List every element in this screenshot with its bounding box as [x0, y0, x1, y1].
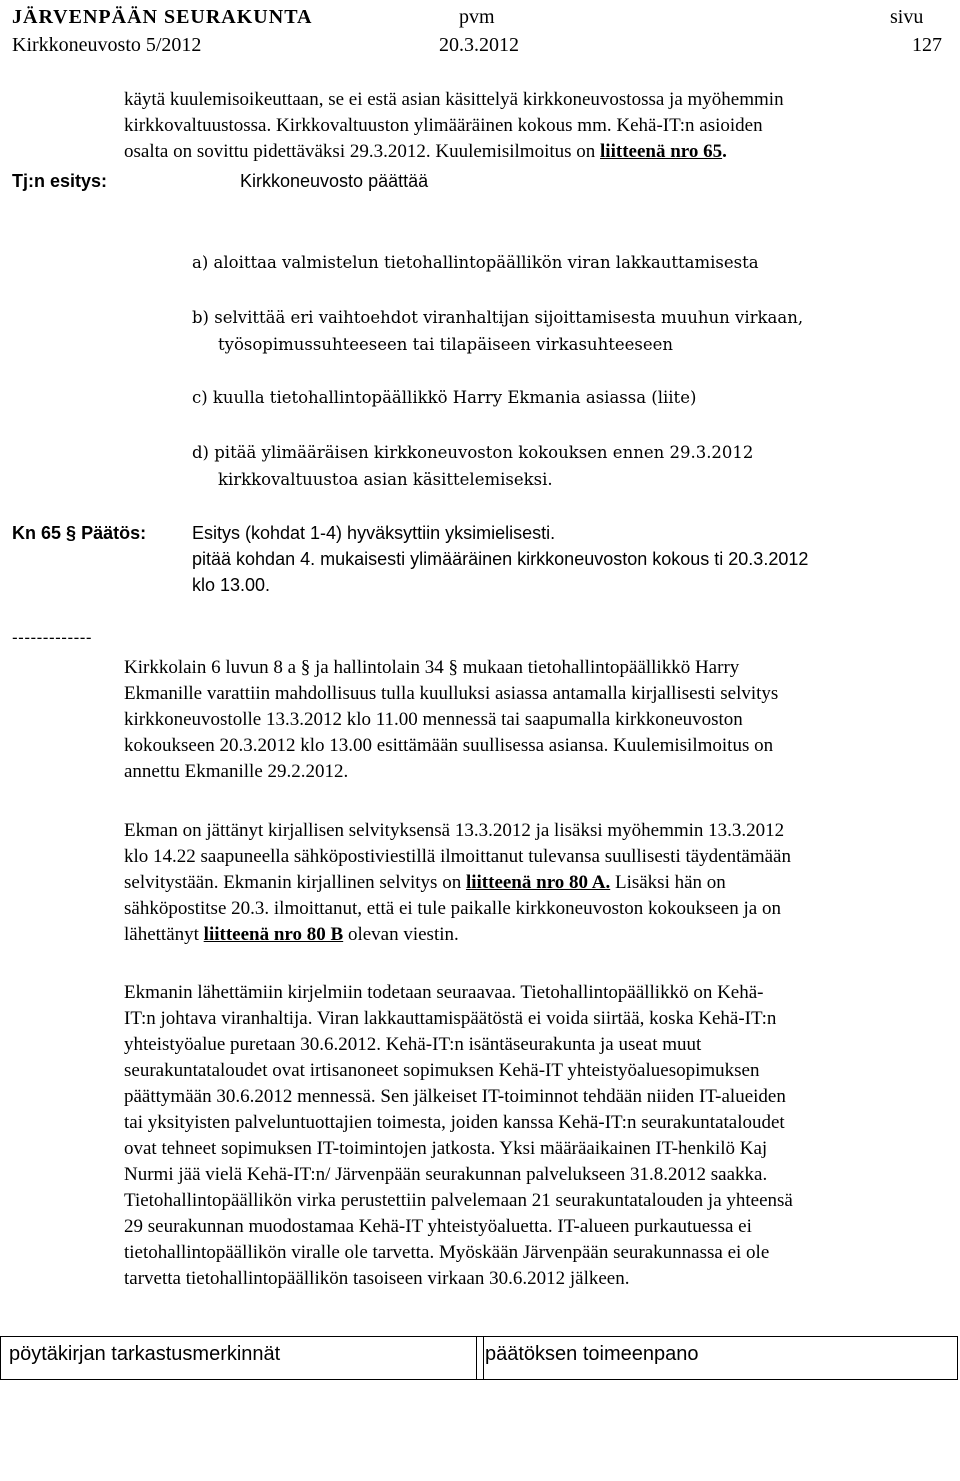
- response-line: yhteistyöalue puretaan 30.6.2012. Kehä-IT:n isäntäseurakunta ja useat muut: [124, 1034, 702, 1055]
- response-paragraph: [124, 980, 950, 1292]
- response-line: Ekmanin lähettämiin kirjelmiin todetaan seuraavaa. Tietohallintopäällikkö on Kehä-: [124, 982, 764, 1003]
- proposal-item-c: c) kuulla tietohallintopäällikkö Harry Ekmania asiassa (liite): [192, 388, 697, 407]
- intro-period: .: [722, 141, 727, 162]
- statement-text: olevan viestin.: [343, 924, 459, 945]
- response-line: 29 seurakunnan muodostamaa Kehä-IT yhteistyöaluetta. IT-alueen purkautuessa ei: [124, 1216, 752, 1237]
- meeting-date: 20.3.2012: [439, 34, 519, 56]
- response-line: tarvetta tietohallintopäällikön tasoiseen virkaan 30.6.2012 jälkeen.: [124, 1268, 630, 1289]
- separator: -------------: [12, 628, 93, 647]
- attachment-link-80a[interactable]: liitteenä nro 80 A.: [465, 872, 611, 893]
- proposal-item-b: b) selvittää eri vaihtoehdot viranhaltijan sijoittamisesta muuhun virkaan,: [192, 308, 804, 327]
- proposal-item-d-cont: kirkkovaltuustoa asian käsittelemiseksi.: [218, 470, 553, 489]
- hearing-line: annettu Ekmanille 29.2.2012.: [124, 761, 349, 782]
- decision-text: [192, 520, 808, 598]
- page-label: sivu: [890, 6, 924, 28]
- statement-text: lähettänyt: [124, 924, 204, 945]
- decision-line: pitää kohdan 4. mukaisesti ylimääräinen kirkkoneuvoston kokous ti 20.3.2012: [192, 549, 809, 569]
- decision-label: [12, 520, 146, 546]
- hearing-text: mukaan tietohallintopäällikkö Harry: [458, 657, 740, 678]
- section-icon: §: [66, 523, 77, 543]
- response-line: tietohallintopäällikön viralle ole tarvetta. Myöskään Järvenpään seurakunnassa ei ole: [124, 1242, 770, 1263]
- hearing-line: [124, 655, 950, 681]
- attachment-link-65[interactable]: liitteenä nro 65: [600, 141, 723, 162]
- intro-line: kirkkovaltuustossa. Kirkkovaltuuston ylimääräinen kokous mm. Kehä-IT:n asioiden: [124, 115, 763, 136]
- section-icon: §: [300, 657, 311, 678]
- hearing-paragraph: [124, 655, 950, 785]
- statement-line: [124, 870, 950, 896]
- response-line: IT:n johtava viranhaltija. Viran lakkauttamispäätöstä ei voida siirtää, koska Kehä-IT:n: [124, 1008, 777, 1029]
- section-icon: §: [448, 657, 459, 678]
- intro-line: käytä kuulemisoikeuttaan, se ei estä asian käsittelyä kirkkoneuvostossa ja myöhemmin: [124, 89, 784, 110]
- organization-name: JÄRVENPÄÄN SEURAKUNTA: [12, 6, 313, 28]
- hearing-line: Ekmanille varattiin mahdollisuus tulla kuulluksi asiassa antamalla kirjallisesti selvitys: [124, 683, 779, 704]
- hearing-line: kirkkoneuvostolle 13.3.2012 klo 11.00 mennessä tai saapumalla kirkkoneuvoston: [124, 709, 743, 730]
- statement-line: sähköpostitse 20.3. ilmoittanut, että ei tule paikalle kirkkoneuvoston kokoukseen ja on: [124, 898, 781, 919]
- hearing-text: ja hallintolain 34: [310, 657, 449, 678]
- response-line: seurakuntataloudet ovat irtisanoneet sopimuksen Kehä-IT yhteistyöaluesopimuksen: [124, 1060, 760, 1081]
- attachment-link-80b[interactable]: liitteenä nro 80 B: [203, 924, 344, 945]
- proposal-item-d: d) pitää ylimääräisen kirkkoneuvoston kokouksen ennen 29.3.2012: [192, 443, 754, 462]
- proposal-item-b-cont: työsopimussuhteeseen tai tilapäiseen virkasuhteeseen: [218, 335, 673, 354]
- statement-paragraph: [124, 818, 950, 948]
- date-label: pvm: [459, 6, 495, 28]
- intro-paragraph: [124, 87, 950, 165]
- decision-number: Kn 65: [12, 523, 62, 543]
- meeting-name: Kirkkoneuvosto 5/2012: [12, 34, 202, 56]
- response-line: tai yksityisten palveluntuottajien toimesta, joiden kanssa Kehä-IT:n seurakuntataloudet: [124, 1112, 785, 1133]
- statement-text: Lisäksi hän on: [610, 872, 726, 893]
- review-notes-box: pöytäkirjan tarkastusmerkinnät: [0, 1336, 484, 1380]
- statement-line: klo 14.22 saapuneella sähköpostiviestillä ilmoittanut tulevansa suullisesti täydentämään: [124, 846, 791, 867]
- statement-text: selvitystään. Ekmanin kirjallinen selvitys on: [124, 872, 466, 893]
- page-number: 127: [912, 34, 942, 56]
- statement-line: [124, 922, 950, 948]
- proposal-item-a: a) aloittaa valmistelun tietohallintopäällikön viran lakkauttamisesta: [192, 253, 759, 272]
- response-line: päättymään 30.6.2012 mennessä. Sen jälkeiset IT-toiminnot tehdään niiden IT-alueiden: [124, 1086, 786, 1107]
- decision-line: Esitys (kohdat 1-4) hyväksyttiin yksimielisesti.: [192, 523, 556, 543]
- response-line: ovat tehneet sopimuksen IT-toimintojen jatkosta. Yksi määräaikainen IT-henkilö Kaj: [124, 1138, 768, 1159]
- proposal-label: Tj:n esitys:: [12, 171, 108, 191]
- decision-line: klo 13.00.: [192, 575, 271, 595]
- proposal-lead: Kirkkoneuvosto päättää: [240, 171, 429, 191]
- hearing-line: kokoukseen 20.3.2012 klo 13.00 esittämään suullisessa asiansa. Kuulemisilmoitus on: [124, 735, 774, 756]
- hearing-text: Kirkkolain 6 luvun 8 a: [124, 657, 301, 678]
- intro-line: [124, 139, 950, 165]
- decision-title: Päätös:: [81, 523, 147, 543]
- intro-text: osalta on sovittu pidettäväksi 29.3.2012. Kuulemisilmoitus on: [124, 141, 601, 162]
- implementation-box: päätöksen toimeenpano: [476, 1336, 958, 1380]
- response-line: Nurmi jää vielä Kehä-IT:n/ Järvenpään seurakunnan palvelukseen 31.8.2012 saakka.: [124, 1164, 768, 1185]
- statement-line: Ekman on jättänyt kirjallisen selvityksensä 13.3.2012 ja lisäksi myöhemmin 13.3.2012: [124, 820, 785, 841]
- response-line: Tietohallintopäällikön virka perustettiin palvelemaan 21 seurakuntatalouden ja yhteensä: [124, 1190, 793, 1211]
